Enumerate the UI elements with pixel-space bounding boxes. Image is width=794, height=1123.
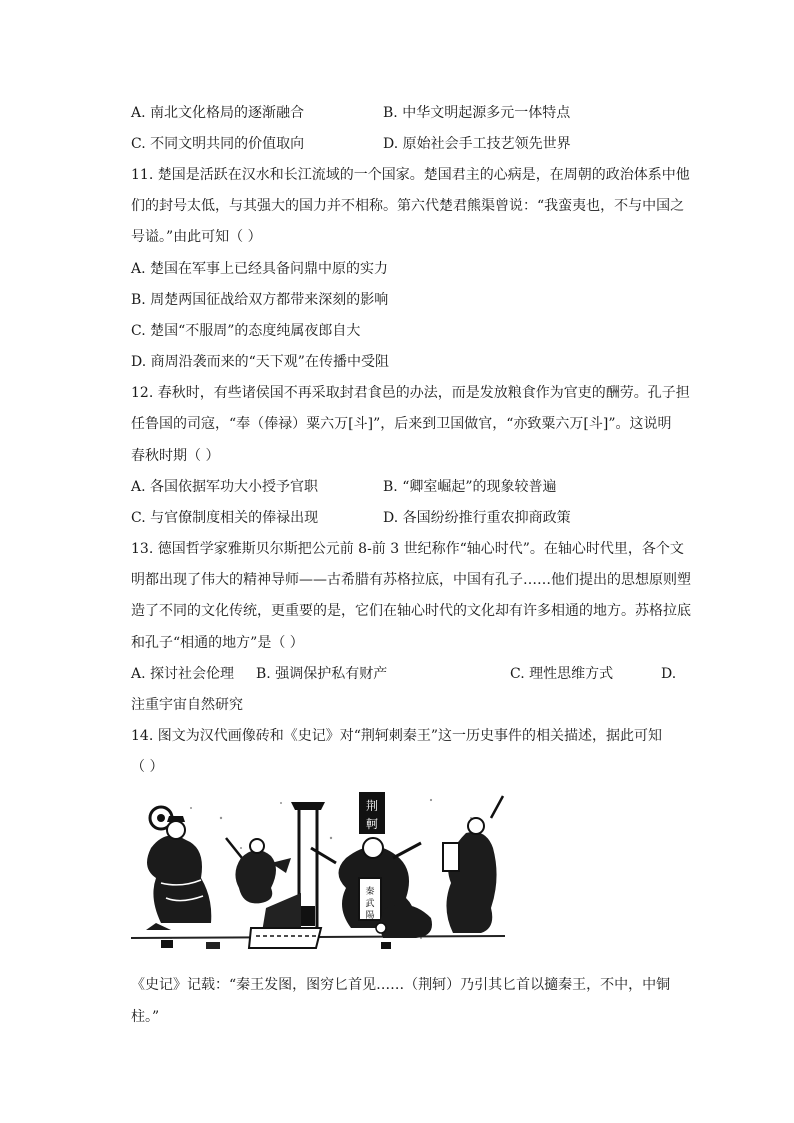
inscription-qin-wuyang: 秦 — [365, 887, 375, 897]
q14-stem-line-2: （ ） — [131, 759, 164, 775]
q11-stem-line-3: 号谥。”由此可知（ ） — [131, 229, 262, 245]
q13-option-b: B. 强调保护私有财产 — [256, 666, 388, 682]
han-relief-brick-illustration — [131, 788, 505, 956]
q13-option-c: C. 理性思维方式 — [510, 666, 614, 682]
q14-quote-line-2: 柱。” — [131, 1009, 160, 1025]
q13-stem-line-3: 造了不同的文化传统，更重要的是，它们在轴心时代的文化却有许多相通的地方。苏格拉底 — [131, 603, 691, 619]
q13-stem-line-2: 明都出现了伟大的精神导师——古希腊有苏格拉底，中国有孔子……他们提出的思想原则塑 — [131, 572, 691, 588]
q11-stem-line-2: 们的封号太低，与其强大的国力并不相称。第六代楚君熊渠曾说：“我蛮夷也，不与中国之 — [131, 198, 685, 214]
inscription-qin-wuyang-3: 陽 — [365, 911, 375, 921]
q11-option-d: D. 商周沿袭而来的“天下观”在传播中受阻 — [131, 354, 389, 370]
q12-option-b: B. “卿室崛起”的现象较普遍 — [383, 479, 557, 495]
q11-option-b: B. 周楚两国征战给双方都带来深刻的影响 — [131, 292, 389, 308]
q13-stem-line-4: 和孔子“相通的地方”是（ ） — [131, 635, 304, 651]
inscription-jing-ke: 荆 — [365, 799, 379, 813]
q13-stem-line-1: 13. 德国哲学家雅斯贝尔斯把公元前 8-前 3 世纪称作“轴心时代”。在轴心时代里，各个文 — [131, 541, 684, 557]
q12-option-d: D. 各国纷纷推行重农抑商政策 — [383, 510, 571, 526]
q12-stem-line-1: 12. 春秋时，有些诸侯国不再采取封君食邑的办法，而是发放粮食作为官吏的酬劳。孔子担 — [131, 385, 690, 401]
q10-option-a: A. 南北文化格局的逐渐融合 — [131, 105, 305, 121]
q11-option-a: A. 楚国在军事上已经具备问鼎中原的实力 — [131, 261, 389, 277]
q14-stem-line-1: 14. 图文为汉代画像砖和《史记》对“荆轲刺秦王”这一历史事件的相关描述，据此可知 — [131, 728, 663, 744]
q12-option-c: C. 与官僚制度相关的俸禄出现 — [131, 510, 319, 526]
q13-option-a: A. 探讨社会伦理 — [131, 666, 235, 682]
q10-option-b: B. 中华文明起源多元一体特点 — [383, 105, 571, 121]
q10-option-c: C. 不同文明共同的价值取向 — [131, 136, 305, 152]
q12-option-a: A. 各国依据军功大小授予官职 — [131, 479, 319, 495]
q11-stem-line-1: 11. 楚国是活跃在汉水和长江流域的一个国家。楚国君主的心病是，在周朝的政治体系中他 — [131, 167, 690, 183]
q13-option-d: D. — [661, 666, 677, 682]
q11-option-c: C. 楚国“不服周”的态度纯属夜郎自大 — [131, 323, 361, 339]
q12-stem-line-2: 任鲁国的司寇，“奉（俸禄）粟六万[斗]”，后来到卫国做官，“亦致粟六万[斗]”。这说明 — [131, 416, 672, 432]
q13-option-d-continued: 注重宇宙自然研究 — [131, 697, 243, 713]
q10-option-d: D. 原始社会手工技艺领先世界 — [383, 136, 571, 152]
q12-stem-line-3: 春秋时期（ ） — [131, 448, 220, 464]
inscription-jing-ke-2: 軻 — [365, 817, 379, 831]
inscription-qin-wuyang-2: 武 — [365, 899, 375, 909]
q14-quote-line-1: 《史记》记载：“秦王发图，图穷匕首见……（荆轲）乃引其匕首以擿秦王，不中，中铜 — [131, 977, 671, 993]
